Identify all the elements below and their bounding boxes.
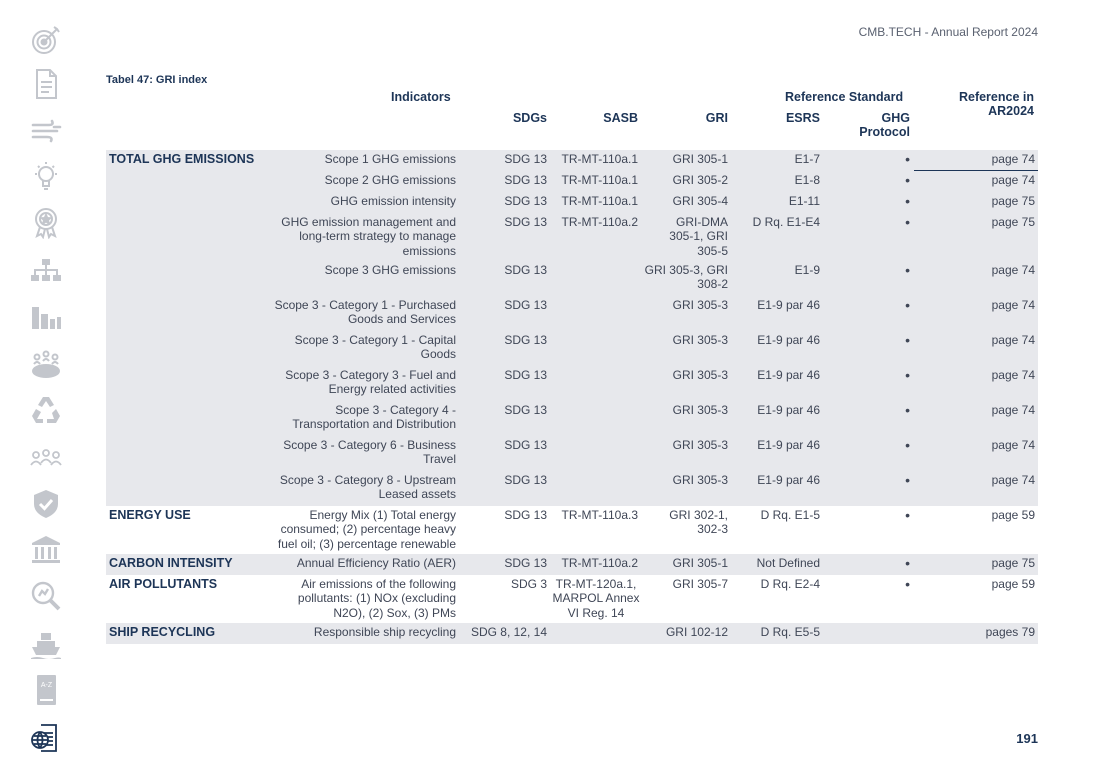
ghg-bullet: • [905,151,910,167]
sidebar-nav [0,0,92,770]
reference-page: page 74 [991,368,1035,382]
sasb-cell: TR-MT-110a.2 [561,556,638,570]
category-label: CARBON INTENSITY [109,556,233,570]
esrs-cell: E1-9 par 46 [757,298,820,312]
esrs-cell: D Rq. E1-E4 [752,215,820,229]
indicator-cell: Annual Efficiency Ratio (AER) [296,556,456,570]
shield-check-icon[interactable] [28,486,64,522]
reference-page: page 74 [991,298,1035,312]
table-row [106,331,1038,366]
gri-index-table [106,150,1038,644]
indicator-cell: Scope 3 - Category 1 - Capital Goods [294,333,456,362]
sdg-cell: SDG 3 [510,577,547,591]
reference-page: pages 79 [985,625,1035,639]
gri-cell: GRI 302-1, 302-3 [669,508,728,537]
sdg-cell: SDG 13 [504,173,547,187]
col-header-reference-ar-line1: Reference in [958,90,1034,104]
indicator-cell: Air emissions of the following pollutants: (1) NOx (excluding N2O), (2) Sox, (3) PMs [297,577,456,620]
gri-cell: GRI-DMA 305-1, GRI 305-5 [669,215,728,258]
svg-text:A-Z: A-Z [40,682,53,689]
sdg-cell: SDG 13 [504,438,547,452]
reference-page: page 75 [991,556,1035,570]
sasb-cell: TR-MT-110a.1 [561,152,638,166]
esrs-cell: E1-9 par 46 [757,368,820,382]
ghg-bullet: • [905,297,910,313]
indicator-cell: Scope 3 GHG emissions [324,263,456,277]
category-label: TOTAL GHG EMISSIONS [109,152,255,166]
indicator-cell: Scope 3 - Category 3 - Fuel and Energy related activities [285,368,456,397]
sdg-cell: SDG 13 [504,215,547,229]
ghg-bullet: • [905,262,910,278]
reference-page: page 74 [991,403,1035,417]
col-header-sasb: SASB [603,111,638,125]
reference-page: page 74 [991,263,1035,277]
indicator-cell: Scope 1 GHG emissions [324,152,456,166]
gri-cell: GRI 305-3 [672,403,728,417]
globe-document-icon[interactable] [28,720,64,756]
esrs-cell: E1-9 par 46 [757,333,820,347]
magnifier-icon[interactable] [28,578,64,614]
category-label: AIR POLLUTANTS [109,577,218,591]
table-row [106,261,1038,296]
esrs-cell: E1-9 [794,263,820,277]
reference-page: page 59 [991,508,1035,522]
col-header-indicators: Indicators [391,90,451,104]
indicator-cell: Energy Mix (1) Total energy consumed; (2) percentage heavy fuel oil; (3) percentage renewable [277,508,456,551]
gri-cell: GRI 305-3 [672,368,728,382]
table-row [106,575,1038,623]
col-header-gri: GRI [705,111,728,125]
table-row [106,296,1038,331]
page-number: 191 [1016,731,1038,746]
sasb-cell: TR-MT-110a.1 [561,194,638,208]
sasb-cell: TR-MT-120a.1, MARPOL Annex VI Reg. 14 [552,577,640,620]
table-row [106,171,1038,192]
gri-cell: GRI 305-3 [672,473,728,487]
sasb-cell: TR-MT-110a.2 [561,215,638,229]
report-title: CMB.TECH - Annual Report 2024 [858,25,1038,39]
reference-page: page 75 [991,194,1035,208]
esrs-cell: E1-9 par 46 [757,403,820,417]
reference-page: page 74 [991,473,1035,487]
indicator-cell: Scope 3 - Category 1 - Purchased Goods and Services [274,298,456,327]
ghg-bullet: • [905,214,910,230]
ghg-bullet: • [905,193,910,209]
gri-cell: GRI 305-3, GRI 308-2 [644,263,728,292]
esrs-cell: D Rq. E5-5 [760,625,820,639]
table-row [106,436,1038,471]
table-row [106,401,1038,436]
sasb-cell: TR-MT-110a.1 [561,173,638,187]
sdg-cell: SDG 13 [504,263,547,277]
wind-icon[interactable] [28,112,64,148]
indicator-cell: Scope 3 - Category 4 - Transportation and Distribution [292,403,456,432]
reference-page: page 74 [991,173,1035,187]
people-icon[interactable] [28,440,64,476]
sdg-cell: SDG 13 [504,403,547,417]
ghg-bullet: • [905,402,910,418]
gri-cell: GRI 305-2 [672,173,728,187]
sasb-cell: TR-MT-110a.3 [561,508,638,522]
org-chart-icon[interactable] [28,252,64,288]
table-row [106,213,1038,261]
esrs-cell: E1-9 par 46 [757,438,820,452]
col-header-ghg-line2: Protocol [859,125,910,139]
sdg-cell: SDG 13 [504,194,547,208]
a-z-book-icon[interactable] [28,672,64,708]
sdg-cell: SDG 13 [504,473,547,487]
community-icon[interactable] [28,346,64,382]
gri-cell: GRI 305-1 [672,556,728,570]
gri-cell: GRI 305-3 [672,438,728,452]
ghg-bullet: • [905,472,910,488]
reference-page: page 75 [991,215,1035,229]
sdg-cell: SDG 13 [504,508,547,522]
esrs-cell: E1-7 [794,152,820,166]
gri-cell: GRI 305-3 [672,333,728,347]
col-header-sdgs: SDGs [512,111,547,125]
indicator-cell: GHG emission management and long-term strategy to manage emissions [281,215,456,258]
sdg-cell: SDG 13 [504,556,547,570]
sdg-cell: SDG 13 [504,298,547,312]
col-header-ghg-protocol [826,111,910,139]
lightbulb-icon[interactable] [28,158,64,194]
table-row [106,623,1038,644]
indicator-cell: Scope 3 - Category 8 - Upstream Leased assets [279,473,456,502]
document-icon[interactable] [28,66,64,102]
category-label: SHIP RECYCLING [109,625,216,639]
indicator-cell: Scope 2 GHG emissions [324,173,456,187]
table-row [106,366,1038,401]
col-header-reference-ar [914,90,1034,118]
col-header-esrs: ESRS [785,111,820,125]
table-row [106,192,1038,213]
esrs-cell: D Rq. E2-4 [760,577,820,591]
indicator-cell: GHG emission intensity [330,194,456,208]
table-row [106,506,1038,554]
category-label: ENERGY USE [109,508,191,522]
esrs-cell: E1-11 [788,194,820,208]
col-header-ghg-line1: GHG [881,111,910,125]
bank-icon[interactable] [28,532,64,568]
sdg-cell: SDG 8, 12, 14 [470,625,547,639]
gri-cell: GRI 305-7 [672,577,728,591]
gri-cell: GRI 305-3 [672,298,728,312]
esrs-cell: Not Defined [756,556,820,570]
indicator-cell: Responsible ship recycling [313,625,456,639]
ship-icon[interactable] [28,626,64,662]
ghg-bullet: • [905,172,910,188]
sdg-cell: SDG 13 [504,333,547,347]
reference-page: page 74 [991,333,1035,347]
gri-cell: GRI 102-12 [665,625,728,639]
ghg-bullet: • [905,555,910,571]
gri-cell: GRI 305-1 [672,152,728,166]
reference-page: page 74 [991,152,1035,166]
esrs-cell: E1-9 par 46 [757,473,820,487]
reference-page: page 74 [991,438,1035,452]
table-row [106,150,1038,171]
recycle-icon[interactable] [28,392,64,428]
sdg-cell: SDG 13 [504,368,547,382]
bar-chart-icon[interactable] [28,298,64,334]
esrs-cell: E1-8 [794,173,820,187]
ghg-bullet: • [905,507,910,523]
col-header-reference-standard: Reference Standard [785,90,904,104]
ghg-bullet: • [905,576,910,592]
table-caption: Tabel 47: GRI index [106,74,208,86]
ghg-bullet: • [905,367,910,383]
target-icon[interactable] [28,22,64,58]
ghg-bullet: • [905,437,910,453]
reference-page: page 59 [991,577,1035,591]
indicator-cell: Scope 3 - Category 6 - Business Travel [283,438,456,467]
esrs-cell: D Rq. E1-5 [760,508,820,522]
ghg-bullet: • [905,332,910,348]
award-badge-icon[interactable] [28,204,64,240]
sdg-cell: SDG 13 [504,152,547,166]
col-header-reference-ar-line2: AR2024 [988,104,1034,118]
gri-cell: GRI 305-4 [672,194,728,208]
table-row [106,554,1038,575]
table-row [106,471,1038,506]
